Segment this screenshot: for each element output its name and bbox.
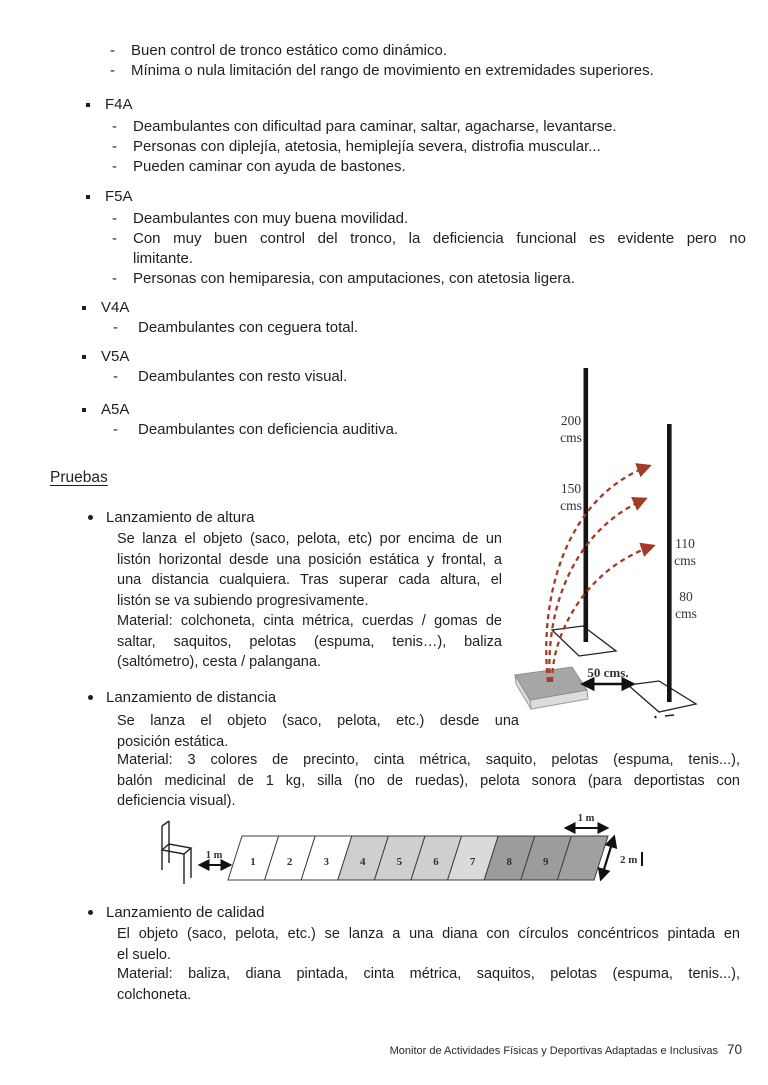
list-item-text: Deambulantes con dificultad para caminar, saltar, agacharse, levantarse. [133, 118, 617, 135]
category-v4a [82, 298, 722, 338]
height-label-200: 200 [560, 413, 582, 428]
round-bullet-icon [88, 910, 93, 915]
pole-left [584, 368, 589, 642]
trajectory-arc-mid [549, 499, 645, 682]
strip-cell-number: 1 [250, 856, 256, 868]
calidad-title-row [88, 903, 264, 923]
unit-label: cms [675, 606, 697, 621]
footer-text: Monitor de Actividades Físicas y Deportivas Adaptadas e Inclusivas [389, 1045, 718, 1057]
list-item-text: Con muy buen control del tronco, la deficiencia funcional es evidente pero no limitante. [133, 230, 746, 267]
strip-cell-number: 4 [360, 856, 366, 868]
strip-cell-number: 2 [286, 856, 293, 868]
list-item-text: Deambulantes con ceguera total. [138, 319, 359, 336]
calidad-paragraph: El objeto (saco, pelota, etc.) se lanza a una diana con círculos concéntricos pintada en el suelo. [117, 926, 740, 963]
square-bullet-icon [82, 306, 86, 310]
list-dash: - [112, 230, 117, 247]
strip-cell-number: 6 [433, 856, 439, 868]
category-code: F4A [105, 96, 133, 113]
altura-paragraph: Se lanza el objeto (saco, pelota, etc) por encima de un listón horizontal desde una posición estática y frontal, a una distancia cualquiera. Tras superar cada altura, el listón se va subiendo progresivamente. Material: colchoneta, cinta métrica, cuerdas / gomas de saltar, saquitos, pelotas (espuma, tenis…), baliza (saltómetro), cesta / palangana. [117, 531, 502, 670]
list-dash: - [112, 270, 117, 287]
unit-label: cms [560, 430, 582, 445]
intro-list [110, 41, 750, 81]
list-dash: - [112, 158, 117, 175]
distancia-title-row [88, 688, 276, 708]
distancia-paragraph: Se lanza el objeto (saco, pelota, etc.) desde una posición estática. [117, 713, 519, 750]
round-bullet-icon [88, 695, 93, 700]
distancia-material: Material: 3 colores de precinto, cinta métrica, saquito, pelotas (espuma, tenis...), balón medicinal de 1 kg, silla (no de ruedas), pelota sonora (para deportistas con deficiencia visual). [117, 752, 740, 809]
chair-icon [162, 821, 191, 884]
list-item-text: Personas con diplejía, atetosia, hemiplejía severa, distrofia muscular... [133, 138, 601, 155]
unit-label: cms [674, 553, 696, 568]
list-dash: - [110, 62, 115, 79]
strip-cell-number: 3 [323, 856, 329, 868]
list-item-text: Deambulantes con resto visual. [138, 368, 348, 385]
height-label-110: 110 [675, 536, 695, 551]
list-item [110, 41, 750, 61]
category-header [86, 95, 746, 115]
strip-width-label: 2 m [620, 854, 638, 866]
square-bullet-icon [86, 103, 90, 107]
category-items [112, 209, 746, 289]
category-code: F5A [105, 188, 133, 205]
section-heading: Pruebas [50, 469, 108, 486]
tick-mark [665, 715, 674, 716]
trajectory-arc-low [552, 546, 653, 682]
page-footer [390, 1042, 742, 1057]
altura-title-row [88, 508, 254, 528]
strip-cell-number: 5 [396, 856, 403, 868]
unit-label: cms [560, 498, 582, 513]
strip-cell-number: 8 [506, 856, 512, 868]
list-item-text: Deambulantes con muy buena movilidad. [133, 210, 409, 227]
pole-base-right [628, 681, 696, 712]
calidad-material: Material: baliza, diana pintada, cinta métrica, saquitos, pelotas (espuma, tenis...), colchoneta. [117, 966, 740, 1003]
category-code: V4A [101, 299, 130, 316]
category-items [112, 117, 746, 177]
list-dash: - [113, 421, 118, 438]
list-item-text: Pueden caminar con ayuda de bastones. [133, 158, 406, 175]
category-header [86, 187, 746, 207]
list-item-text: Deambulantes con deficiencia auditiva. [138, 421, 399, 438]
strip-cells [228, 836, 608, 880]
page-number: 70 [726, 1042, 742, 1057]
list-item [110, 61, 750, 81]
square-bullet-icon [86, 195, 90, 199]
square-bullet-icon [82, 355, 86, 359]
list-dash: - [110, 42, 115, 59]
height-label-150: 150 [560, 481, 582, 496]
height-label-80: 80 [679, 589, 693, 604]
list-item-text: Buen control de tronco estático como dinámico. [131, 42, 448, 59]
distance-label: 50 cms. [587, 665, 629, 680]
list-dash: - [113, 368, 118, 385]
gap-label: 1 m [205, 850, 223, 861]
category-code: V5A [101, 348, 130, 365]
distance-strip-diagram [130, 810, 660, 905]
list-dash: - [113, 319, 118, 336]
distancia-title: Lanzamiento de distancia [106, 689, 277, 706]
list-item-text: Personas con hemiparesia, con amputaciones, con atetosia ligera. [133, 270, 575, 287]
round-bullet-icon [88, 515, 93, 520]
category-code: A5A [101, 401, 130, 418]
category-f5a [86, 187, 746, 289]
strip-cell-number: 7 [469, 856, 476, 868]
altura-title: Lanzamiento de altura [106, 509, 255, 526]
strip-cell-number: 9 [543, 856, 549, 868]
pole-right [667, 424, 672, 702]
list-dash: - [112, 118, 117, 135]
list-item-text: Mínima o nula limitación del rango de movimiento en extremidades superiores. [131, 62, 654, 79]
square-bullet-icon [82, 408, 86, 412]
category-f4a [86, 95, 746, 177]
list-dash: - [112, 138, 117, 155]
cell-width-label: 1 m [577, 813, 595, 824]
list-dash: - [112, 210, 117, 227]
height-jump-diagram [505, 360, 767, 732]
tick-mark [655, 716, 656, 718]
calidad-title: Lanzamiento de calidad [106, 904, 265, 921]
